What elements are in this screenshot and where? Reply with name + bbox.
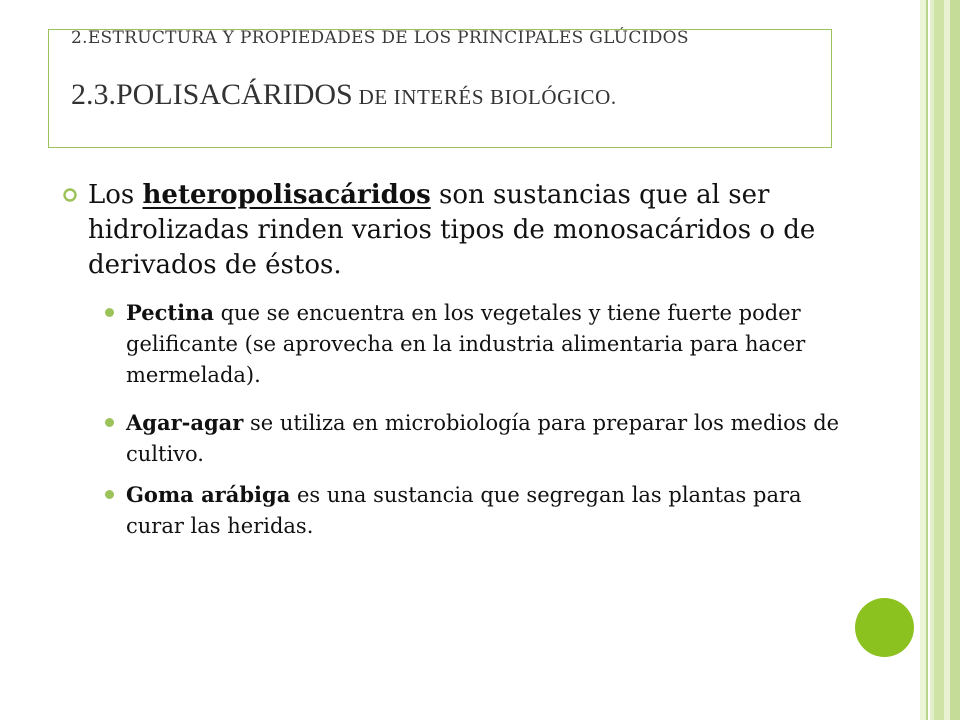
list-item <box>126 407 846 470</box>
item-text: es una sustancia que segregan las plantas para curar las heridas. <box>126 483 802 538</box>
slide-title-end: . <box>610 85 617 109</box>
main-paragraph-rest: son sustancias que al ser hidrolizadas rinden varios tipos de monosacáridos o de derivados de éstos. <box>88 180 816 280</box>
dot-bullet-icon <box>105 490 114 499</box>
dot-bullet-icon <box>105 308 114 317</box>
main-term: heteropolisacáridos <box>142 180 431 210</box>
list-item <box>126 297 846 391</box>
item-text: se utiliza en microbiología para preparar los medios de cultivo. <box>126 411 840 466</box>
item-text: que se encuentra en los vegetales y tiene fuerte poder gelificante (se aprovecha en la industria alimentaria para hacer mermelada). <box>126 301 806 387</box>
slide-title <box>71 78 617 114</box>
item-term: Agar-agar <box>126 410 244 435</box>
slide-subtitle: 2.ESTRUCTURA Y PROPIEDADES DE LOS PRINCIPALES GLÚCIDOS <box>71 28 689 48</box>
green-circle-decoration <box>855 598 914 657</box>
item-term: Pectina <box>126 300 214 325</box>
decor-stripe <box>950 0 960 720</box>
dot-bullet-icon <box>105 418 114 427</box>
main-paragraph <box>88 178 828 283</box>
slide-title-smallcaps: DE INTERÉS BIOLÓGICO <box>352 85 611 109</box>
slide-title-large: 2.3.POLISACÁRIDOS <box>71 78 353 111</box>
item-term: Goma arábiga <box>126 482 291 507</box>
list-item <box>126 479 846 542</box>
ring-bullet-icon <box>62 187 78 203</box>
decor-stripe <box>926 0 928 720</box>
decor-stripe <box>934 0 944 720</box>
main-paragraph-lead: Los <box>88 180 143 210</box>
